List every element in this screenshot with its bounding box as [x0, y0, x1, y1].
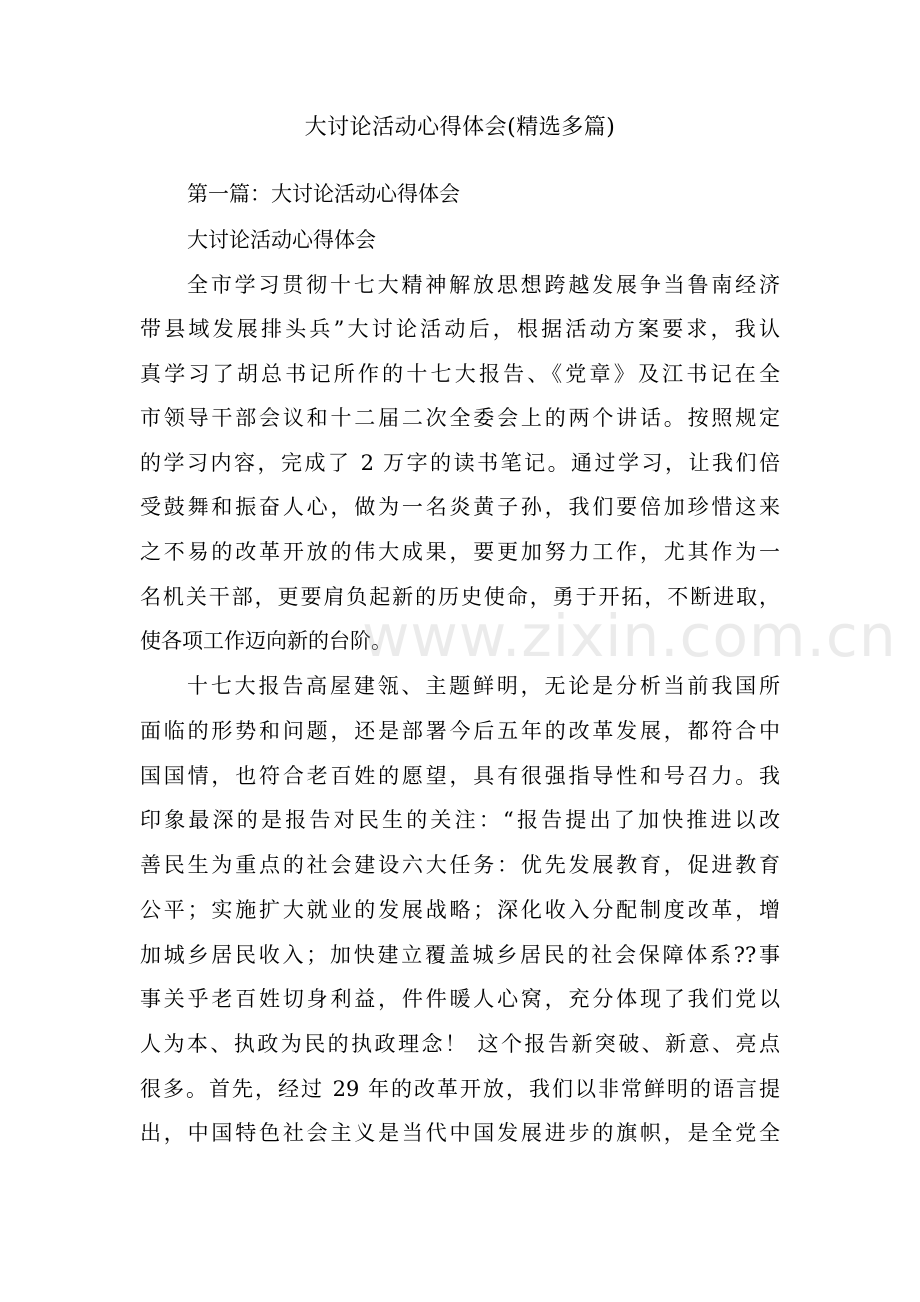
paragraph-line: 带县域发展排头兵”大讨论活动后，根据活动方案要求，我认	[140, 317, 780, 341]
paragraph-line: 受鼓舞和振奋人心，做为一名炎黄子孙，我们要倍加珍惜这来	[140, 495, 780, 519]
paragraph-line: 很多。首先，经过 29 年的改革开放，我们以非常鲜明的语言提	[140, 1077, 780, 1101]
document-title: 大讨论活动心得体会(精选多篇)	[304, 115, 616, 140]
paragraph-line: 公平；实施扩大就业的发展战略；深化收入分配制度改革，增	[140, 898, 780, 922]
paragraph-line: 加城乡居民收入；加快建立覆盖城乡居民的社会保障体系??事	[140, 943, 780, 967]
paragraph-line: 真学习了胡总书记所作的十七大报告、《党章》及江书记在全	[140, 362, 780, 386]
paragraph-line: 出，中国特色社会主义是当代中国发展进步的旗帜，是全党全	[140, 1121, 780, 1145]
paragraph-line: 事关乎老百姓切身利益，件件暖人心窝，充分体现了我们党以	[140, 987, 780, 1011]
paragraph-line: 市领导干部会议和十二届二次全委会上的两个讲话。按照规定	[140, 406, 780, 430]
paragraph-line: 全市学习贯彻十七大精神解放思想跨越发展争当鲁南经济	[187, 273, 780, 297]
paragraph-line: 之不易的改革开放的伟大成果，要更加努力工作，尤其作为一	[140, 540, 780, 564]
paragraph-line: 的学习内容，完成了 2 万字的读书笔记。通过学习，让我们倍	[140, 451, 780, 475]
paragraph-line: 十七大报告高屋建瓴、主题鲜明，无论是分析当前我国所	[187, 674, 780, 698]
paragraph-line: 面临的形势和问题，还是部署今后五年的改革发展，都符合中	[140, 719, 780, 743]
paragraph-line: 国国情，也符合老百姓的愿望，具有很强指导性和号召力。我	[140, 764, 780, 788]
section-heading: 第一篇：大讨论活动心得体会	[187, 182, 460, 206]
watermark-text: www.zixin.com.cn	[362, 602, 897, 670]
paragraph-line: 人为本、执政为民的执政理念！ 这个报告新突破、新意、亮点	[140, 1032, 780, 1056]
paragraph-line: 使各项工作迈向新的台阶。	[140, 629, 392, 653]
paragraph-line: 印象最深的是报告对民生的关注：“报告提出了加快推进以改	[140, 808, 780, 832]
paragraph-line: 名机关干部，更要肩负起新的历史使命，勇于开拓，不断进取，	[140, 585, 780, 609]
paragraph-line: 善民生为重点的社会建设六大任务：优先发展教育，促进教育	[140, 853, 780, 877]
sub-heading: 大讨论活动心得体会	[187, 228, 376, 252]
